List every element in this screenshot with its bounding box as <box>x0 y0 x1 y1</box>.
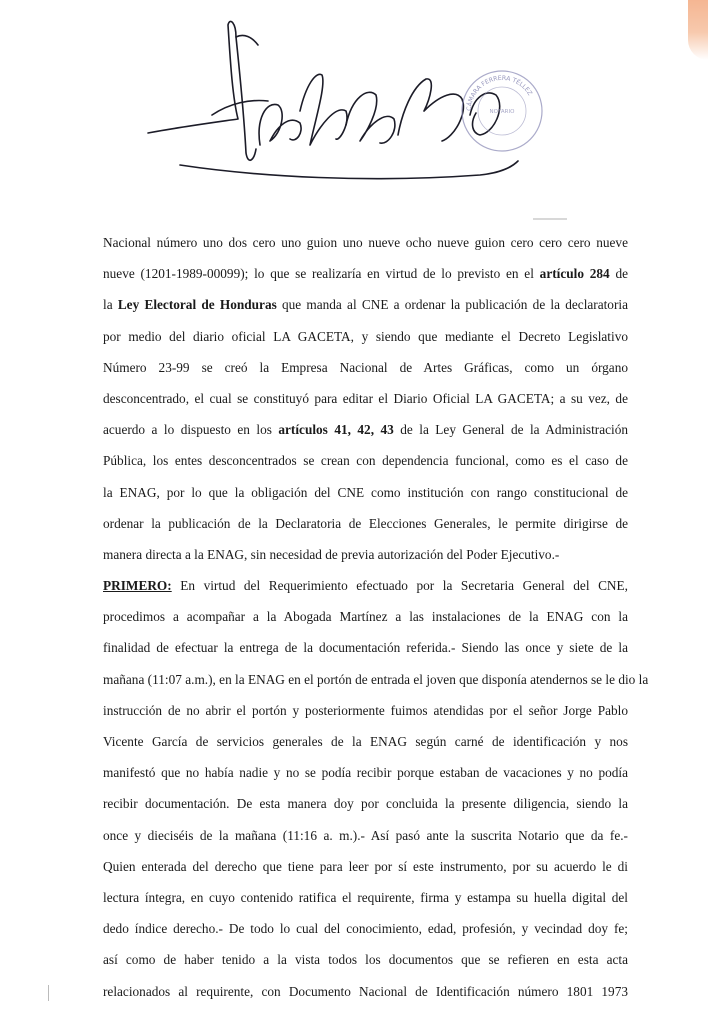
section-heading: PRIMERO: <box>103 578 172 594</box>
document-line <box>103 632 628 663</box>
stamp-center-text: NOTARIO <box>489 109 515 115</box>
document-line <box>103 508 628 539</box>
document-line <box>103 788 628 819</box>
margin-tick <box>48 985 49 1001</box>
bold-reference: artículo 284 <box>539 266 610 282</box>
text-run: desconcentrado, el cual se constituyó para editar el Diario Oficial LA GACETA; a su vez, de <box>103 390 628 406</box>
text-run: acuerdo a lo dispuesto en los <box>103 422 279 438</box>
text-run: Vicente García de servicios generales de la ENAG según carné de identificación y nos <box>103 734 628 749</box>
document-line <box>103 601 628 632</box>
text-run: Pública, los entes desconcentrados se crean con dependencia funcional, como es el caso de <box>103 453 628 469</box>
text-run: de <box>609 266 628 282</box>
text-run: nueve (1201-1989-00099); lo que se realizaría en virtud de lo previsto en el <box>103 266 540 282</box>
document-line <box>103 227 628 258</box>
document-line <box>103 321 628 352</box>
document-line <box>103 477 628 508</box>
text-run: relacionados al requirente, con Documento Nacional de Identificación número 1801 1973 <box>103 983 628 999</box>
text-run: Nacional número uno dos cero uno guion uno nueve ocho nueve guion cero cero cero nueve <box>103 235 628 250</box>
text-run: por medio del diario oficial LA GACETA, y siendo que mediante el Decreto Legislativo <box>103 328 628 344</box>
faint-scan-mark <box>533 218 567 220</box>
text-run: ordenar la publicación de la Declaratoria de Elecciones Generales, le permite dirigirse de <box>103 515 628 531</box>
text-run: la ENAG, por lo que la obligación del CNE como institución con rango constitucional de <box>103 484 628 500</box>
document-line <box>103 539 628 570</box>
bold-reference: artículos 41, 42, 43 <box>278 422 394 438</box>
text-run: instrucción de no abrir el portón y posteriormente fuimos atendidas por el señor Jorge Pablo <box>103 702 628 718</box>
stamp-ring-text: CÁMARA FERRERA TÉLLEZ <box>465 74 534 112</box>
document-line <box>103 944 628 975</box>
document-line <box>103 726 628 757</box>
document-line <box>103 570 628 601</box>
document-line <box>103 414 628 445</box>
text-run: lectura íntegra, en cuyo contenido ratifica el requirente, firma y estampa su huella digital del <box>103 889 628 905</box>
document-line <box>103 352 628 383</box>
svg-text:CÁMARA FERRERA TÉLLEZ <box>464 75 533 111</box>
text-run: que manda al CNE a ordenar la publicación de la declaratoria <box>276 297 628 313</box>
text-run: recibir documentación. De esta manera doy por concluida la presente diligencia, siendo la <box>103 796 628 812</box>
document-line <box>103 289 628 320</box>
text-run: mañana (11:07 a.m.), en la ENAG en el portón de entrada el joven que disponía atendernos se le dio la <box>103 671 649 687</box>
document-line <box>103 820 628 851</box>
text-run: once y dieciséis de la mañana (11:16 a. m.).- Así pasó ante la suscrita Notario que da fe.- <box>103 827 628 843</box>
text-run: manera directa a la ENAG, sin necesidad de previa autorización del Poder Ejecutivo.- <box>103 546 560 562</box>
document-line <box>103 882 628 913</box>
document-body <box>103 227 649 1007</box>
text-run: En virtud del Requerimiento efectuado por la Secretaria General del CNE, <box>171 578 628 594</box>
document-line <box>103 695 628 726</box>
text-run: manifestó que no había nadie y no se podía recibir porque estaban de vacaciones y no podía <box>103 765 628 781</box>
page-edge-mark <box>688 0 708 60</box>
text-run: dedo índice derecho.- De todo lo cual del conocimiento, edad, profesión, y vecindad doy fe; <box>103 921 628 937</box>
text-run: la <box>103 297 118 313</box>
notary-stamp <box>458 67 546 155</box>
text-run: de la Ley General de la Administración <box>393 422 629 438</box>
stamp-seal <box>458 67 546 155</box>
document-line <box>103 664 649 695</box>
document-line <box>103 757 628 788</box>
document-line <box>103 851 628 882</box>
text-run: Número 23-99 se creó la Empresa Nacional de Artes Gráficas, como un órgano <box>103 359 628 375</box>
document-line <box>103 445 628 476</box>
document-line <box>103 913 628 944</box>
document-line <box>103 976 628 1007</box>
handwritten-signature <box>140 15 540 205</box>
bold-reference: Ley Electoral de Honduras <box>117 297 277 313</box>
text-run: finalidad de efectuar la entrega de la documentación referida.- Siendo las once y siete de la <box>103 640 628 656</box>
text-run: así como de haber tenido a la vista todos los documentos que se refieren en esta acta <box>103 952 628 968</box>
document-line <box>103 383 628 414</box>
document-line <box>103 258 628 289</box>
text-run: procedimos a acompañar a la Abogada Martínez a las instalaciones de la ENAG con la <box>103 609 628 625</box>
text-run: Quien enterada del derecho que tiene para leer por sí este instrumento, por su acuerdo le di <box>103 858 628 874</box>
